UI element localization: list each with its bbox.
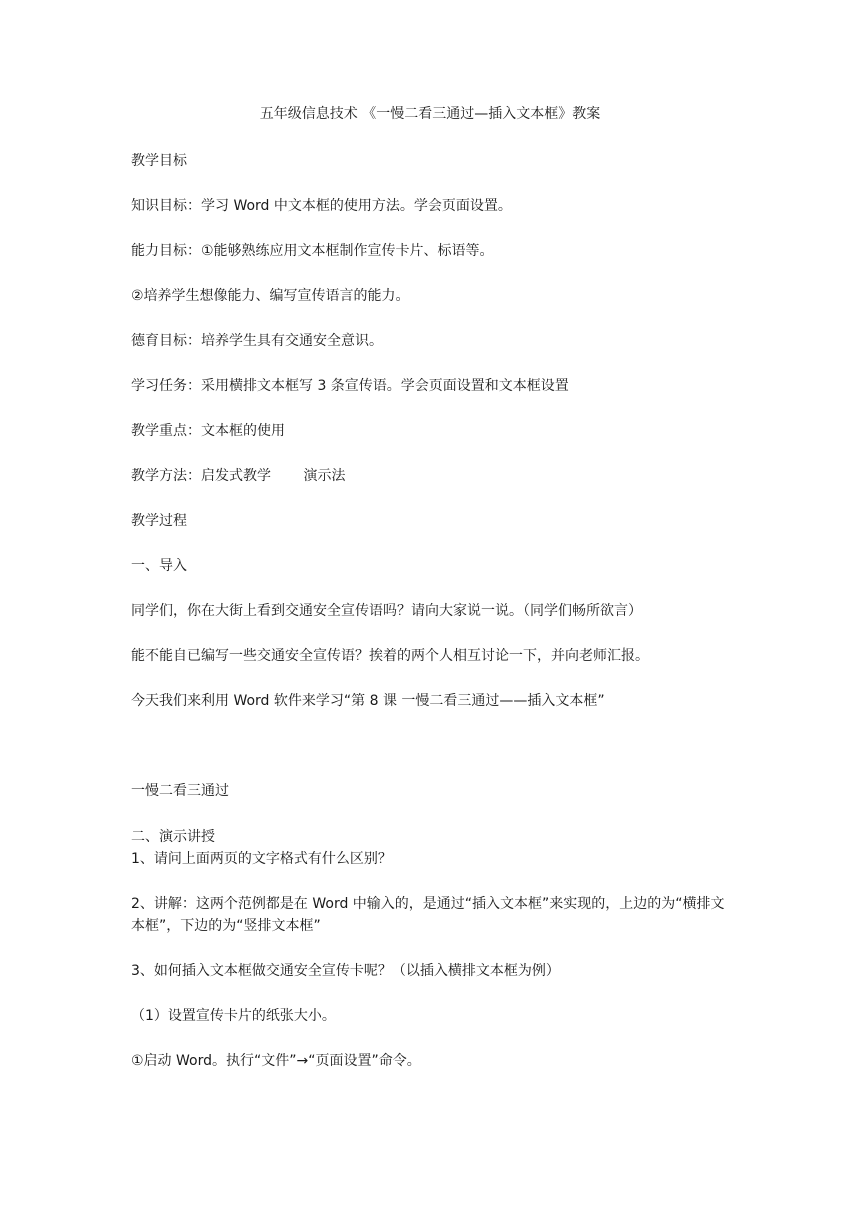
paragraph-intro-3: 今天我们来利用 Word 软件来学习“第 8 课 一慢二看三通过——插入文本框” (131, 693, 605, 709)
paragraph-key-point: 教学重点：文本框的使用 (131, 423, 285, 439)
paragraph-teaching-method: 教学方法：启发式教学 演示法 (131, 468, 346, 484)
paragraph-teaching-process: 教学过程 (131, 513, 187, 529)
paragraph-step-1: （1）设置宣传卡片的纸张大小。 (131, 1008, 336, 1024)
section-heading-intro: 一、导入 (131, 558, 187, 574)
paragraph-ability-goal-2: ②培养学生想像能力、编写宣传语言的能力。 (131, 288, 410, 304)
paragraph-ability-goal: 能力目标：①能够熟练应用文本框制作宣传卡片、标语等。 (131, 243, 494, 259)
paragraph-teaching-goals: 教学目标 (131, 153, 187, 169)
paragraph-knowledge-goal: 知识目标：学习 Word 中文本框的使用方法。学会页面设置。 (131, 198, 512, 214)
paragraph-step-1a: ①启动 Word。执行“文件”→“页面设置”命令。 (131, 1053, 421, 1069)
section-heading-demo: 二、演示讲授 (131, 829, 215, 845)
paragraph-question-1: 1、请问上面两页的文字格式有什么区别？ (131, 851, 392, 867)
paragraph-moral-goal: 德育目标：培养学生具有交通安全意识。 (131, 333, 383, 349)
document-title: 五年级信息技术 《一慢二看三通过—插入文本框》教案 (259, 106, 601, 122)
paragraph-learning-task: 学习任务：采用横排文本框写 3 条宣传语。学会页面设置和文本框设置 (131, 378, 569, 394)
paragraph-intro-2: 能不能自已编写一些交通安全宣传语？挨着的两个人相互讨论一下，并向老师汇报。 (131, 648, 649, 664)
paragraph-question-3: 3、如何插入文本框做交通安全宣传卡呢？（以插入横排文本框为例） (131, 963, 560, 979)
paragraph-intro-1: 同学们，你在大街上看到交通安全宣传语吗？请向大家说一说。（同学们畅所欲言） (131, 603, 642, 619)
paragraph-explanation-2: 2、讲解：这两个范例都是在 Word 中输入的，是通过“插入文本框”来实现的，上边的为“横排文本框”，下边的为“竖排文本框” (131, 896, 725, 934)
paragraph-lesson-name: 一慢二看三通过 (131, 783, 229, 799)
